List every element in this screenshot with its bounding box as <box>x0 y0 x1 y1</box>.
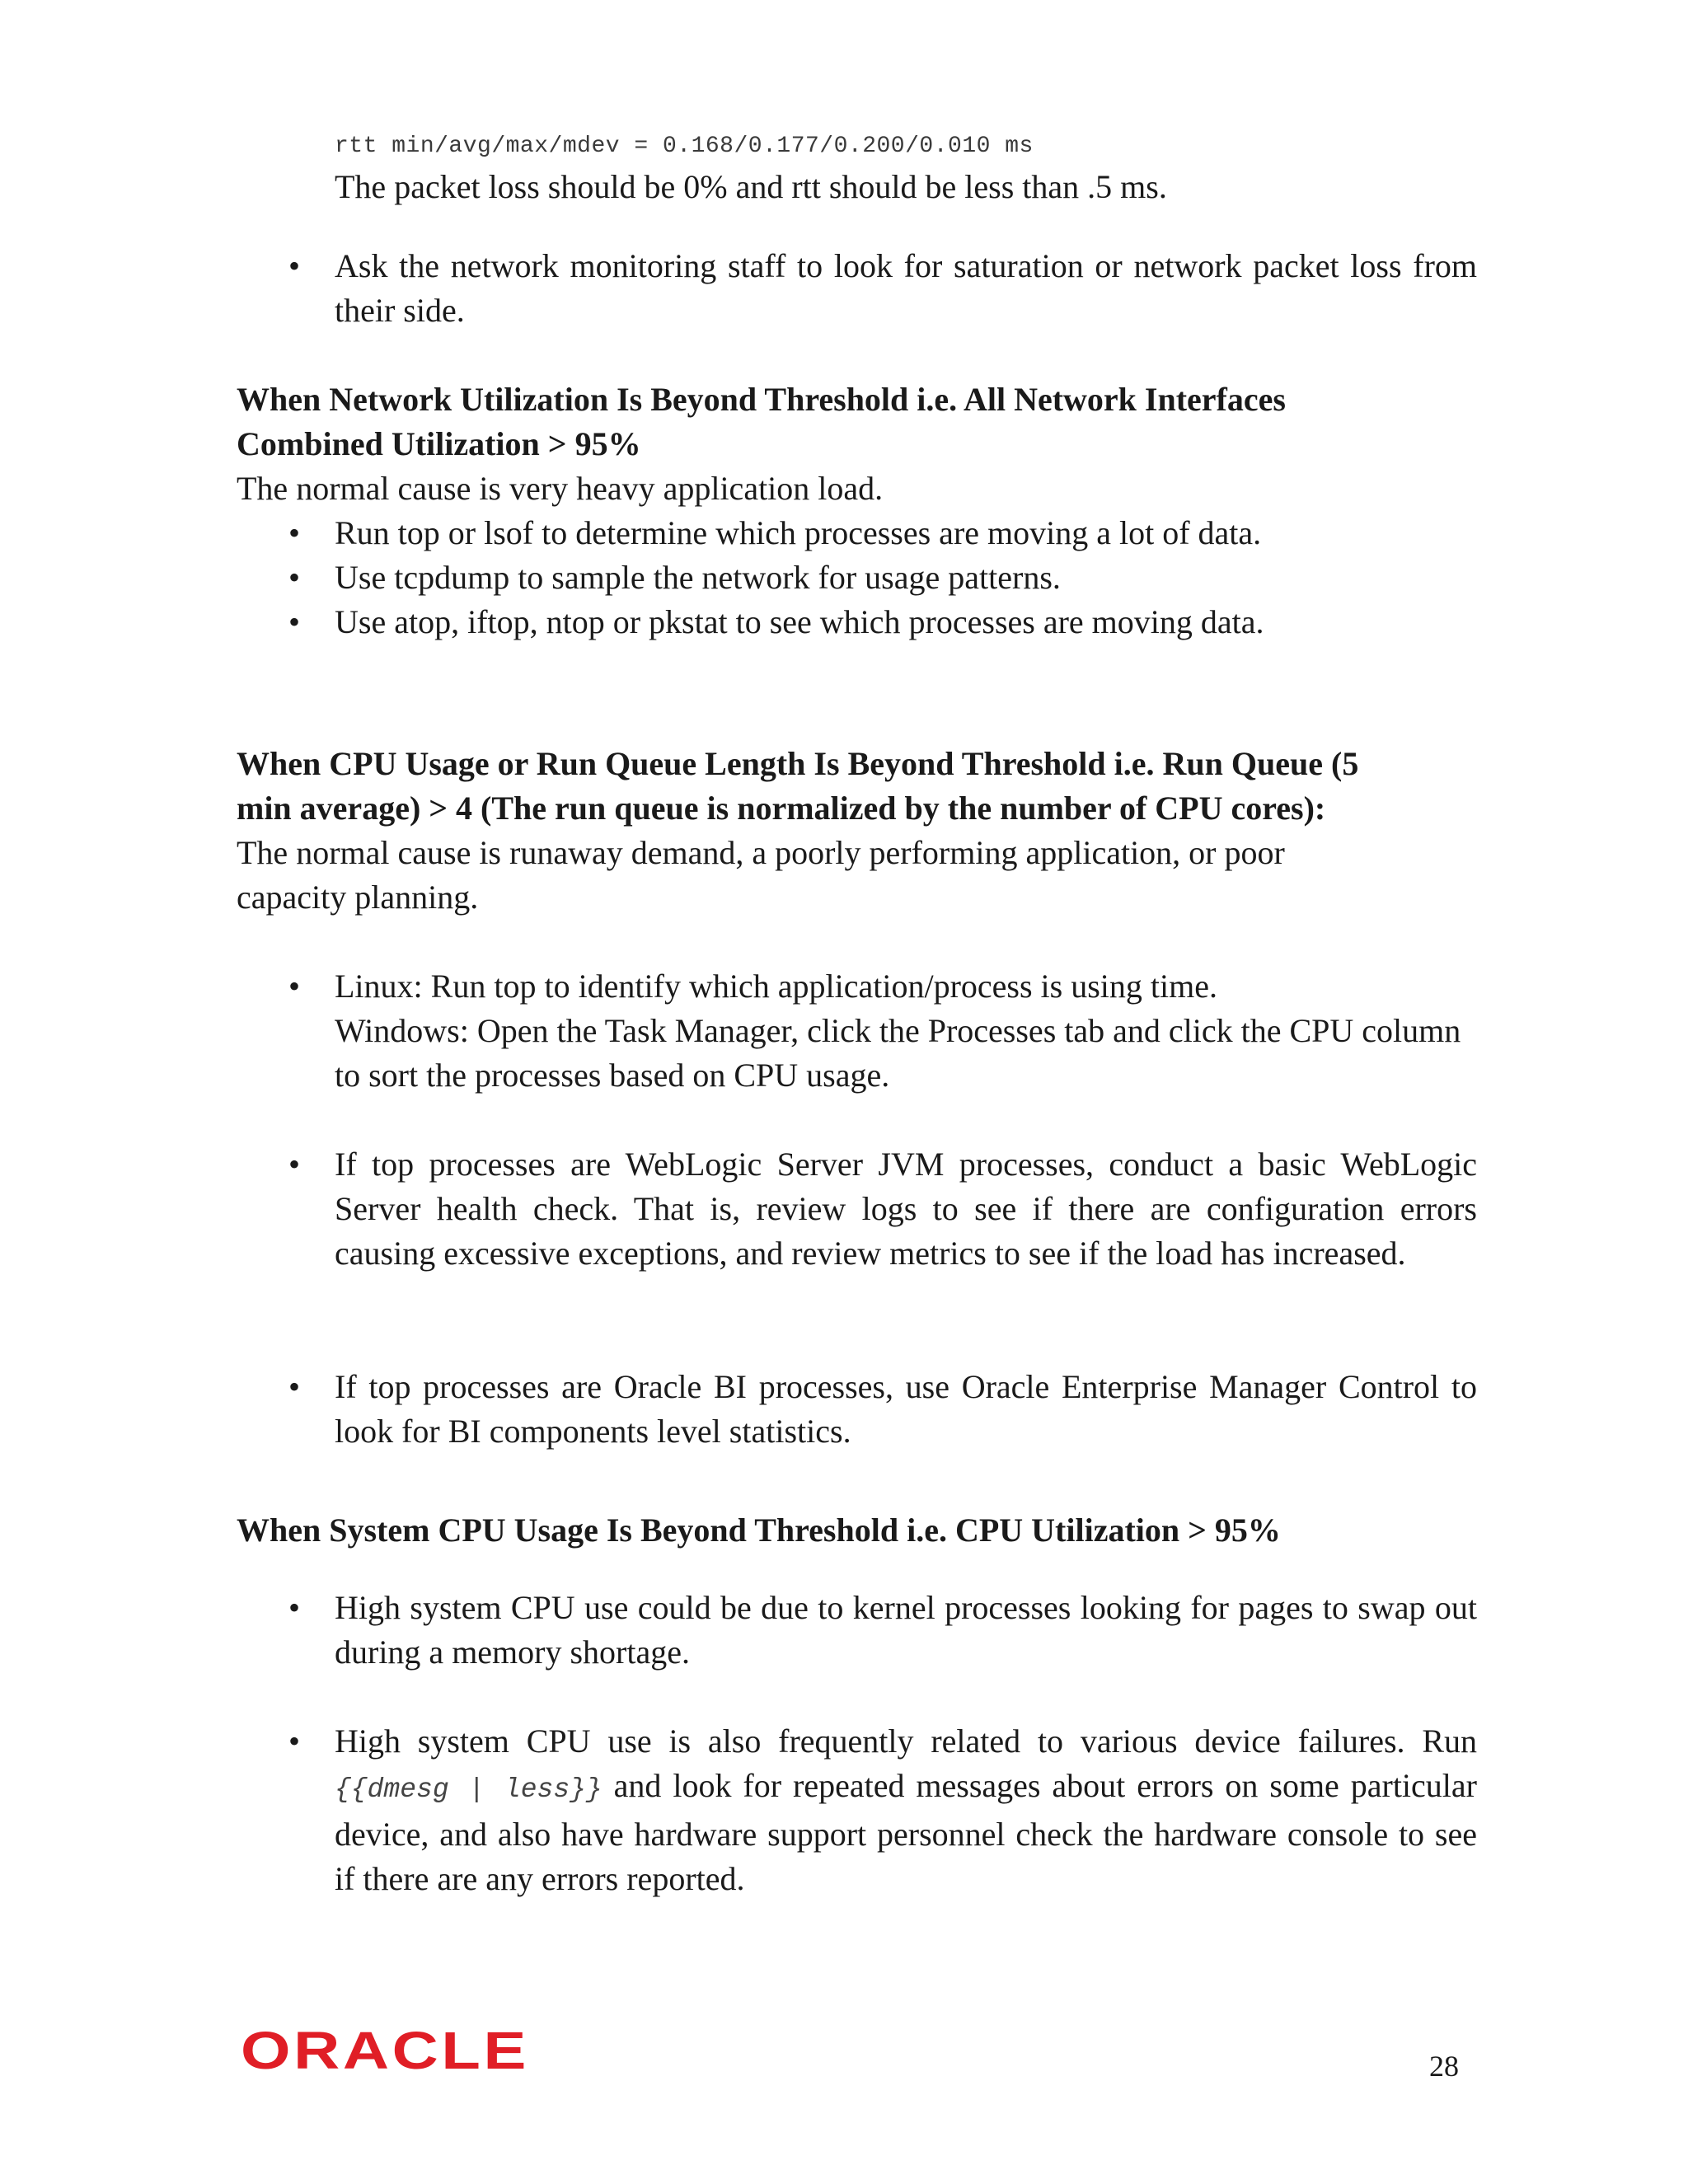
cpu-bullet-2: If top processes are WebLogic Server JVM processes, conduct a basic WebLogic Server health check. That is, review logs to see if there are configuration errors causing excessive exceptions, and review metrics to see if the load has increased. <box>335 1146 1477 1272</box>
rtt-code-line: rtt min/avg/max/mdev = 0.168/0.177/0.200/0.010 ms <box>335 134 1034 159</box>
bullet2-text-before: High system CPU use is also frequently related to various device failures. Run <box>335 1722 1477 1760</box>
bullet-icon: • <box>288 247 300 284</box>
cpu-bullet-1-line1: Linux: Run top to identify which application/process is using time. <box>335 968 1217 1005</box>
bullet2-text-after: and look for repeated messages about errors on some particular device, and also have hardware support personnel check the hardware console to see if there are any errors reported. <box>335 1767 1477 1897</box>
bullet-icon: • <box>288 1368 300 1405</box>
bullet-icon: • <box>288 1589 300 1626</box>
system-cpu-heading: When System CPU Usage Is Beyond Threshold i.e. CPU Utilization > 95% <box>237 1511 1281 1549</box>
network-heading-line2: Combined Utilization > 95% <box>237 425 641 462</box>
cpu-bullet-1-line2: Windows: Open the Task Manager, click the Processes tab and click the CPU column to sort the processes based on CPU usage. <box>335 1012 1461 1094</box>
bullet-icon: • <box>288 603 300 640</box>
bullet-icon: • <box>288 1722 300 1760</box>
cpu-queue-heading-line2: min average) > 4 (The run queue is normalized by the number of CPU cores): <box>237 790 1326 827</box>
page-number: 28 <box>1429 2050 1459 2083</box>
system-cpu-bullet-2 <box>335 1719 1477 1901</box>
network-bullet-1: Run top or lsof to determine which processes are moving a lot of data. <box>335 514 1262 551</box>
bullet-icon: • <box>288 1146 300 1183</box>
network-heading-line1: When Network Utilization Is Beyond Threshold i.e. All Network Interfaces <box>237 381 1286 418</box>
system-cpu-bullet-1: High system CPU use could be due to kernel processes looking for pages to swap out during a memory shortage. <box>335 1589 1477 1671</box>
cpu-bullet-3: If top processes are Oracle BI processes, use Oracle Enterprise Manager Control to look for BI components level statistics. <box>335 1368 1477 1450</box>
cpu-queue-heading-line1: When CPU Usage or Run Queue Length Is Beyond Threshold i.e. Run Queue (5 <box>237 745 1359 782</box>
oracle-logo-text: ORACLE <box>241 2026 529 2077</box>
dmesg-inline-code: {{dmesg | less}} <box>335 1774 603 1805</box>
oracle-logo-graphic <box>241 2026 537 2077</box>
bullet-icon: • <box>288 559 300 596</box>
bullet-monitoring: Ask the network monitoring staff to look for saturation or network packet loss from their side. <box>335 247 1477 329</box>
network-intro: The normal cause is very heavy application load. <box>237 470 884 507</box>
bullet-icon: • <box>288 514 300 551</box>
network-bullet-3: Use atop, iftop, ntop or pkstat to see which processes are moving data. <box>335 603 1264 640</box>
bullet-icon: • <box>288 968 300 1005</box>
cpu-queue-intro-line2: capacity planning. <box>237 879 479 916</box>
network-bullet-2: Use tcpdump to sample the network for usage patterns. <box>335 559 1061 596</box>
cpu-queue-intro-line1: The normal cause is runaway demand, a poorly performing application, or poor <box>237 834 1285 871</box>
packet-loss-note: The packet loss should be 0% and rtt should be less than .5 ms. <box>335 168 1167 205</box>
oracle-logo <box>241 2026 537 2077</box>
